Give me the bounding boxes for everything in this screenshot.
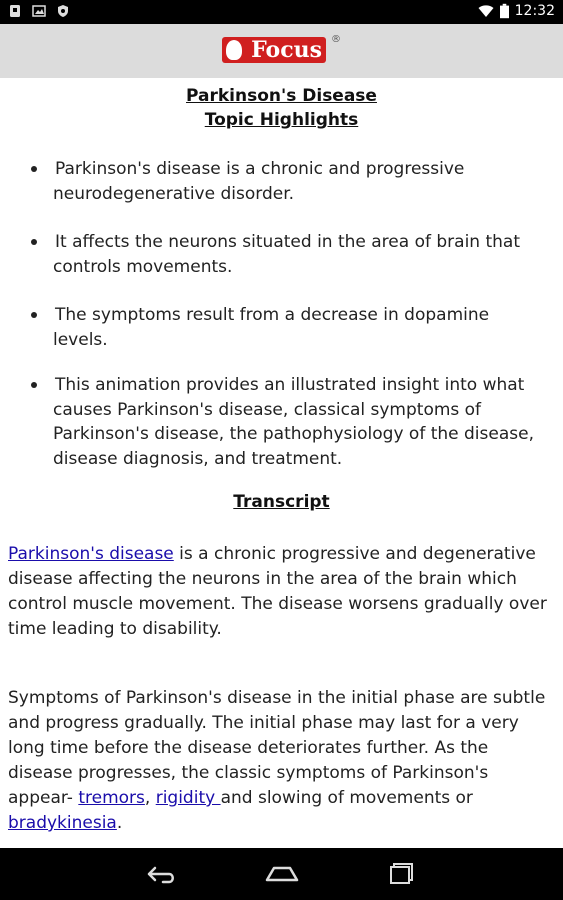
bullet-icon xyxy=(31,382,37,388)
notification-icon xyxy=(8,4,22,18)
logo-head-icon xyxy=(226,40,242,60)
highlight-item xyxy=(53,373,543,471)
wifi-icon xyxy=(478,4,494,18)
transcript-heading: Transcript xyxy=(233,492,330,512)
shield-icon xyxy=(56,4,70,18)
period-text: . xyxy=(116,813,123,833)
registered-mark: ® xyxy=(331,34,341,45)
rigidity-link[interactable]: rigidity xyxy=(155,788,221,808)
focus-logo[interactable] xyxy=(222,37,326,63)
highlight-text: The symptoms result from a decrease in dopamine levels. xyxy=(53,305,490,350)
status-bar xyxy=(0,0,563,24)
image-icon xyxy=(32,4,46,18)
navigation-bar xyxy=(0,848,563,900)
home-icon[interactable] xyxy=(262,860,302,888)
paragraph-text: is a chronic progressive and degenerative disease affecting the neurons in the area of the brain which control muscle movement. The disease worsens gradually over time leading to disability. xyxy=(8,544,547,639)
status-time: 12:32 xyxy=(514,3,555,19)
highlight-text: This animation provides an illustrated insight into what causes Parkinson's disease, classical symptoms of Parkinson's disease, the pathophysiology of the disease, disease diagnosis, and treatment. xyxy=(53,375,534,469)
bullet-icon xyxy=(31,239,37,245)
battery-icon xyxy=(500,3,509,19)
highlight-item xyxy=(53,230,543,279)
article-content[interactable] xyxy=(0,78,563,848)
highlight-text: It affects the neurons situated in the area of brain that controls movements. xyxy=(53,232,520,277)
paragraph-text: and slowing of movements or xyxy=(220,788,473,808)
transcript-paragraph-1 xyxy=(8,542,558,642)
page-subtitle: Topic Highlights xyxy=(204,110,359,130)
transcript-paragraph-2 xyxy=(8,686,558,836)
page-title: Parkinson's Disease xyxy=(186,86,377,106)
recents-icon[interactable] xyxy=(383,860,423,888)
highlight-text: Parkinson's disease is a chronic and progressive neurodegenerative disorder. xyxy=(53,159,465,204)
bullet-icon xyxy=(31,312,37,318)
tremors-link[interactable]: tremors xyxy=(78,788,145,808)
highlight-item xyxy=(53,303,543,352)
app-header xyxy=(0,24,563,78)
bradykinesia-link[interactable]: bradykinesia xyxy=(8,813,117,833)
paragraph-text: Symptoms of Parkinson's disease in the initial phase are subtle and progress gradually. The initial phase may last for a very long time before the disease deteriorates further. As the disease progresses, the classic symptoms of Parkinson's appear- xyxy=(8,688,546,808)
logo-text: Focus xyxy=(251,37,322,63)
status-left-icons xyxy=(8,4,70,18)
bullet-icon xyxy=(31,166,37,172)
highlight-item xyxy=(53,157,543,206)
parkinsons-disease-link[interactable]: Parkinson's disease xyxy=(8,544,174,564)
back-icon[interactable] xyxy=(141,860,181,888)
status-right xyxy=(478,3,555,19)
comma-text: , xyxy=(144,788,156,808)
